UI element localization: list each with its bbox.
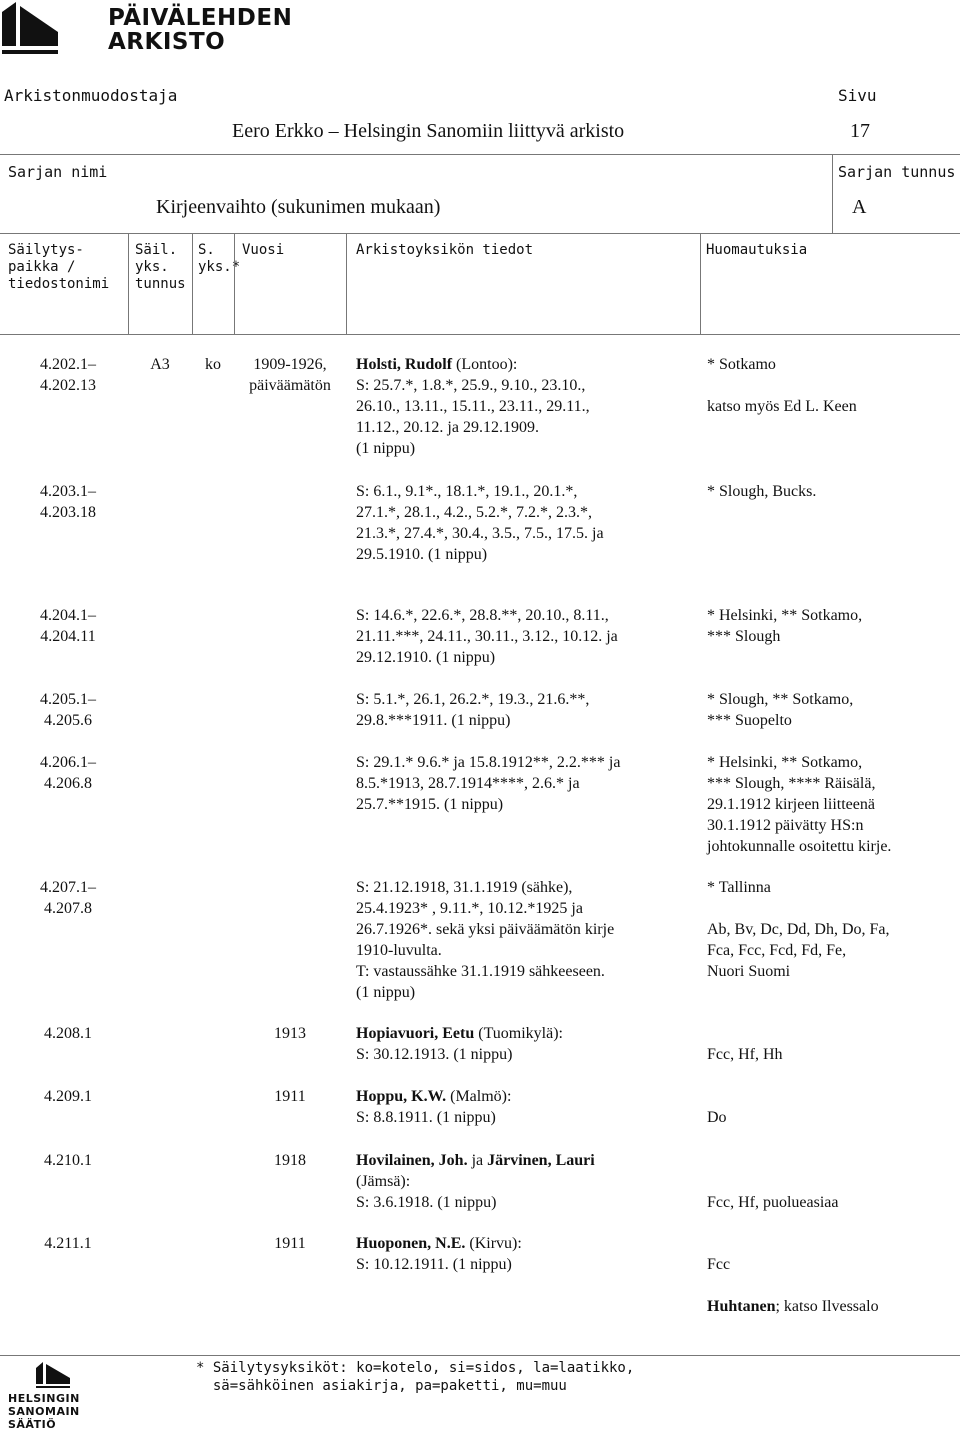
row-notes: Fcc: [707, 1256, 731, 1273]
row-location: 4.205.1– 4.205.6: [40, 691, 96, 729]
divider: [0, 1355, 960, 1356]
row-details-text: (Tuomikylä): S: 30.12.1913. (1 nippu): [356, 1025, 563, 1063]
row-details: [356, 354, 696, 459]
series-id-label: Sarjan tunnus: [838, 163, 956, 181]
footer-logo-line-1: HELSINGIN: [8, 1392, 80, 1405]
divider: [700, 234, 701, 334]
row-details: [356, 1233, 696, 1275]
row-location: 4.202.1– 4.202.13: [40, 356, 96, 394]
row-details: S: 6.1., 9.1*., 18.1.*, 19.1., 20.1.*, 27.1.*, 28.1., 4.2., 5.2.*, 7.2.*, 2.3.*, 21.3.*, 27.4.*, 30.4., 3.5., 7.5., 17.5. ja 29.5.1910. (1 nippu): [356, 483, 604, 563]
row-details: S: 14.6.*, 22.6.*, 28.8.**, 20.10., 8.11., 21.11.***, 24.11., 30.11., 3.12., 10.12. ja 29.12.1910. (1 nippu): [356, 607, 618, 666]
cross-reference-text: ; katso Ilvessalo: [775, 1298, 879, 1315]
archive-title: Eero Erkko – Helsingin Sanomiin liittyvä arkisto: [232, 120, 625, 142]
series-id: A: [852, 196, 867, 218]
row-details: S: 29.1.* 9.6.* ja 15.8.1912**, 2.2.*** ja 8.5.*1913, 28.7.1914****, 2.6.* ja 25.7.**1915. (1 nippu): [356, 754, 621, 813]
row-year: 1911: [274, 1088, 306, 1105]
row-location: 4.203.1– 4.203.18: [40, 483, 96, 521]
row-notes: * Sotkamo katso myös Ed L. Keen: [707, 356, 857, 415]
footer-logo-line-2: SANOMAIN: [8, 1405, 80, 1418]
column-header-type: S. yks.*: [198, 242, 241, 275]
row-location: 4.209.1: [44, 1088, 92, 1105]
row-year: 1918: [274, 1152, 306, 1169]
divider: [192, 234, 193, 334]
row-notes: Fcc, Hf, puolueasiaa: [707, 1194, 839, 1211]
page-label: Sivu: [838, 86, 877, 105]
divider: [0, 334, 960, 335]
divider: [0, 233, 960, 234]
correspondent-name: Holsti, Rudolf: [356, 356, 453, 373]
row-location: 4.208.1: [44, 1025, 92, 1042]
row-details-text: (Jämsä): S: 3.6.1918. (1 nippu): [356, 1173, 497, 1211]
hss-foundation-logo: [8, 1362, 148, 1440]
row-details: S: 5.1.*, 26.1, 26.2.*, 19.3., 21.6.**, 29.8.***1911. (1 nippu): [356, 691, 590, 729]
row-year: 1913: [274, 1025, 306, 1042]
row-location: 4.210.1: [44, 1152, 92, 1169]
footer-logo-line-3: SÄÄTIÖ: [8, 1418, 57, 1431]
correspondent-name: Huoponen, N.E.: [356, 1235, 466, 1252]
row-details: S: 21.12.1918, 31.1.1919 (sähke), 25.4.1923* , 9.11.*, 10.12.*1925 ja 26.7.1926*. sekä yksi päiväämätön kirje 1910-luvulta. T: vastaussähke 31.1.1919 sähkeeseen. (1 nippu): [356, 879, 615, 1001]
row-details-text: (Kirvu): S: 10.12.1911. (1 nippu): [356, 1235, 522, 1273]
row-details: [356, 1023, 696, 1065]
row-notes: Do: [707, 1109, 727, 1126]
correspondent-name-2: Järvinen, Lauri: [487, 1152, 595, 1169]
row-notes: * Slough, Bucks.: [707, 483, 817, 500]
row-details-text: (Lontoo): S: 25.7.*, 1.8.*, 25.9., 9.10., 23.10., 26.10., 13.11., 15.11., 23.11., 29.11., 11.12., 20.12. ja 29.12.1909. (1 nippu): [356, 356, 590, 457]
correspondent-name: Hoppu, K.W.: [356, 1088, 447, 1105]
column-header-details: Arkistoyksikön tiedot: [356, 242, 534, 258]
column-header-notes: Huomautuksia: [706, 242, 808, 258]
row-type: ko: [205, 356, 221, 373]
row-notes: * Helsinki, ** Sotkamo, *** Slough, **** Räisälä, 29.1.1912 kirjeen liitteenä 30.1.1912 päivätty HS:n johtokunnalle osoitettu kirje.: [707, 754, 892, 855]
divider: [128, 234, 129, 334]
row-location: 4.207.1– 4.207.8: [40, 879, 96, 917]
hss-foundation-logo-mark-icon: [36, 1362, 70, 1388]
row-details-text: (Malmö): S: 8.8.1911. (1 nippu): [356, 1088, 512, 1126]
row-details: [356, 1150, 696, 1213]
row-unit: A3: [150, 356, 170, 373]
row-details: [356, 1086, 696, 1128]
name-joiner: ja: [467, 1152, 488, 1169]
correspondent-name: Hopiavuori, Eetu: [356, 1025, 475, 1042]
column-header-location: Säilytys- paikka / tiedostonimi: [8, 242, 110, 292]
divider: [832, 155, 833, 233]
column-header-unit: Säil. yks. tunnus: [135, 242, 186, 292]
paivalehden-arkisto-logo: [2, 2, 293, 55]
row-year: 1911: [274, 1235, 306, 1252]
logo-line-1: PÄIVÄLEHDEN: [108, 5, 293, 31]
row-year: 1909-1926, päiväämätön: [249, 356, 331, 394]
logo-line-2: ARKISTO: [108, 29, 226, 55]
logo-wordmark: [108, 6, 292, 54]
column-header-year: Vuosi: [242, 242, 285, 258]
divider: [0, 154, 960, 155]
row-location: 4.206.1– 4.206.8: [40, 754, 96, 792]
cross-reference: [707, 1296, 957, 1317]
cross-reference-name: Huhtanen: [707, 1298, 776, 1315]
footnote: * Säilytysyksiköt: ko=kotelo, si=sidos, la=laatikko, sä=sähköinen asiakirja, pa=paketti, mu=muu: [196, 1360, 635, 1394]
row-notes: Fcc, Hf, Hh: [707, 1046, 783, 1063]
divider: [346, 234, 347, 334]
creator-label: Arkistonmuodostaja: [4, 86, 178, 105]
row-notes: * Helsinki, ** Sotkamo, *** Slough: [707, 607, 863, 645]
row-notes: * Slough, ** Sotkamo, *** Suopelto: [707, 691, 854, 729]
row-notes: * Tallinna Ab, Bv, Dc, Dd, Dh, Do, Fa, Fca, Fcc, Fcd, Fd, Fe, Nuori Suomi: [707, 879, 890, 980]
paivalehden-logo-mark-icon: [2, 2, 58, 54]
footer-logo-wordmark: [8, 1392, 80, 1431]
correspondent-name: Hovilainen, Joh.: [356, 1152, 468, 1169]
series-name-label: Sarjan nimi: [8, 163, 108, 181]
page-number: 17: [850, 120, 870, 142]
series-name: Kirjeenvaihto (sukunimen mukaan): [156, 196, 441, 218]
row-location: 4.204.1– 4.204.11: [40, 607, 96, 645]
divider: [234, 234, 235, 334]
row-location: 4.211.1: [44, 1235, 92, 1252]
